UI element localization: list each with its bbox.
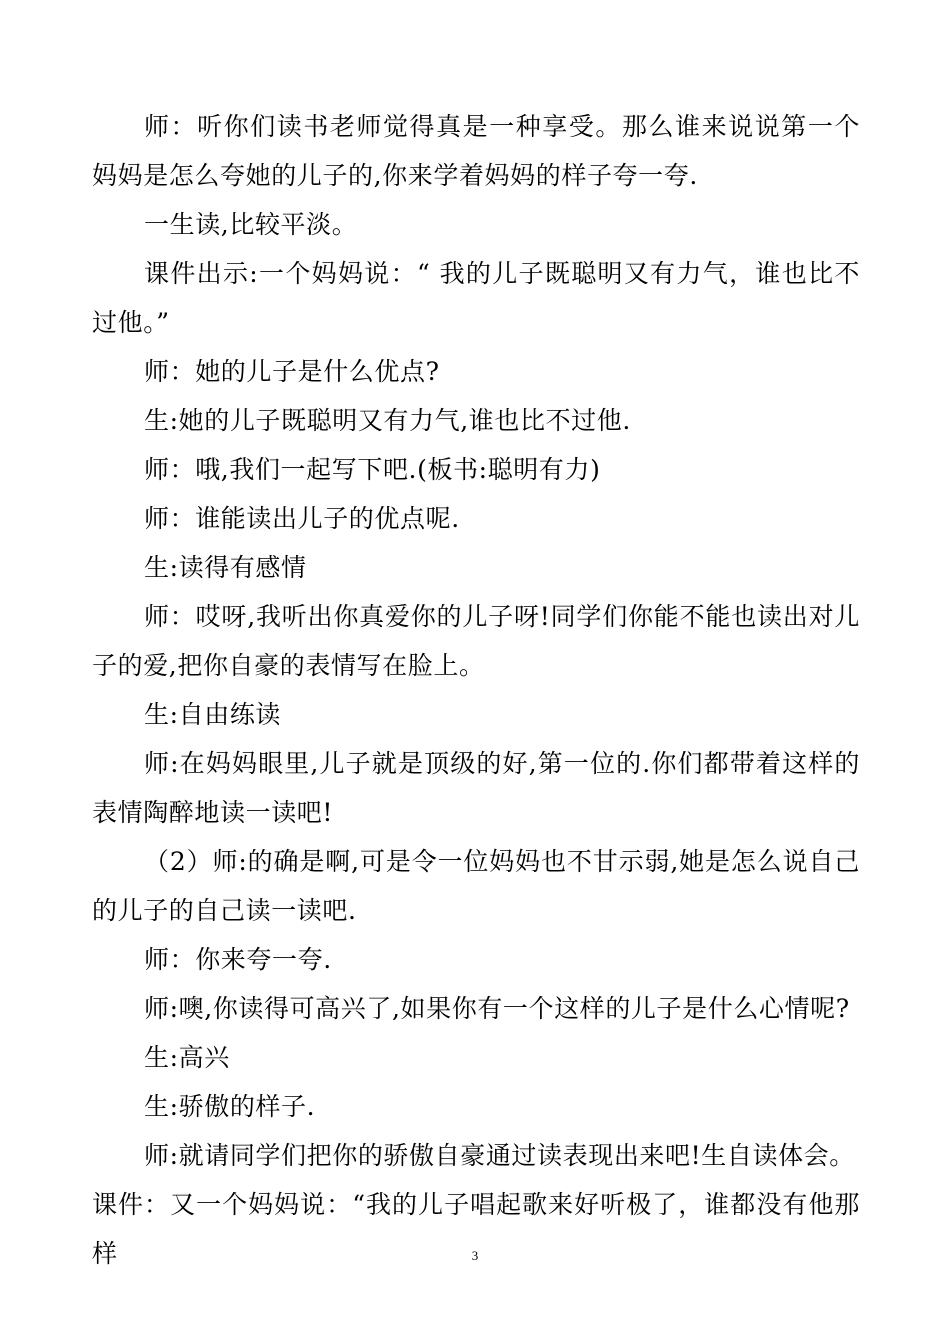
paragraph-teacher-intoxicated-read: 师:在妈妈眼里,儿子就是顶级的好,第一位的.你们都带着这样的表情陶醉地读一读吧! (92, 749, 860, 827)
paragraph-student-free-practice: 生:自由练读 (144, 700, 282, 729)
paragraph-teacher-read-proudly: 师:就请同学们把你的骄傲自豪通过读表现出来吧!生自读体会。 (144, 1141, 855, 1170)
paragraph-teacher-praise-intro: 师：听你们读书老师觉得真是一种享受。那么谁来说说第一个妈妈是怎么夸她的儿子的,你来学着妈妈的样子夸一夸. (92, 112, 860, 190)
paragraph-teacher-who-reads: 师：谁能读出儿子的优点呢. (144, 504, 460, 533)
paragraph-student-with-feeling: 生:读得有感情 (144, 553, 307, 582)
paragraph-teacher-you-praise: 师：你来夸一夸. (144, 945, 332, 974)
paragraph-slide-another-mother: 课件：又一个妈妈说：“我的儿子唱起歌来好听极了，谁都没有他那样 (92, 1190, 860, 1268)
paragraph-student-proud: 生:骄傲的样子. (144, 1092, 316, 1121)
paragraph-teacher-board-writing: 师：哦,我们一起写下吧.(板书:聪明有力) (144, 455, 601, 484)
paragraph-teacher-how-feel: 师:噢,你读得可高兴了,如果你有一个这样的儿子是什么心情呢? (144, 994, 850, 1023)
paragraph-student-reads-flat: 一生读,比较平淡。 (144, 210, 358, 239)
paragraph-teacher-love-son: 师：哎呀,我听出你真爱你的儿子呀!同学们你能不能也读出对儿子的爱,把你自豪的表情写在脸上。 (92, 602, 860, 680)
paragraph-second-mother-intro: （2）师:的确是啊,可是令一位妈妈也不甘示弱,她是怎么说自己的儿子的自己读一读吧. (92, 847, 860, 925)
paragraph-student-happy: 生:高兴 (144, 1043, 230, 1072)
page-number: 3 (471, 1248, 479, 1263)
paragraph-teacher-asks-merit: 师：她的儿子是什么优点? (144, 357, 440, 386)
document-body (92, 102, 860, 1278)
paragraph-student-answers-merit: 生:她的儿子既聪明又有力气,谁也比不过他. (144, 406, 631, 435)
paragraph-slide-first-mother: 课件出示:一个妈妈说：“ 我的儿子既聪明又有力气，谁也比不过他。” (92, 259, 860, 337)
